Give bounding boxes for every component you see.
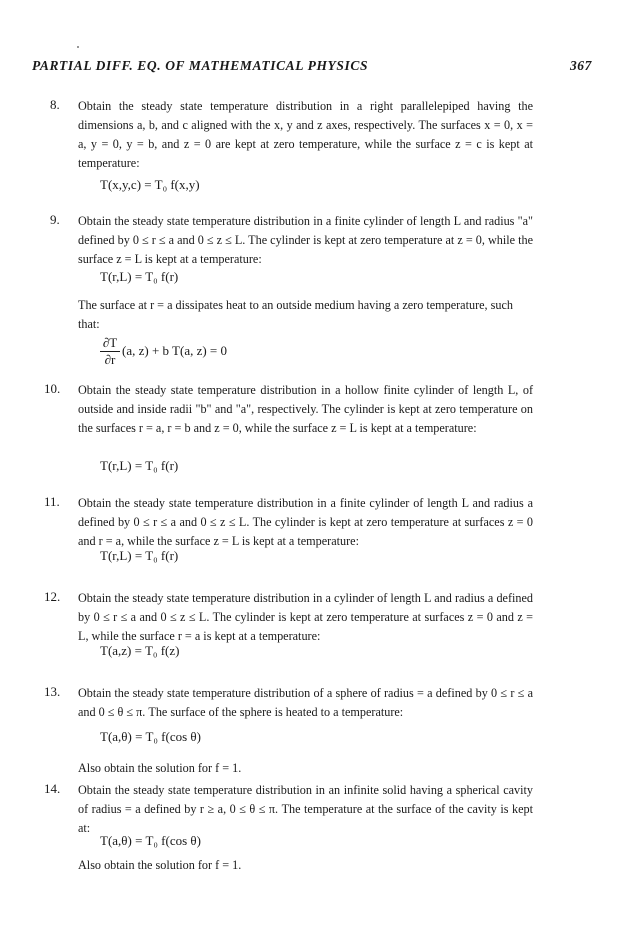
equation: T(r,L) = T₀ f(r) [100, 458, 179, 473]
equation: T(a,z) = T₀ f(z) [100, 643, 180, 658]
fraction-denominator: ∂r [104, 352, 116, 367]
partial-derivative-fraction [100, 336, 120, 367]
fraction-numerator: ∂T [102, 335, 118, 350]
scan-speck [77, 46, 79, 48]
problem-number: 12. [44, 589, 61, 604]
problem-number: 10. [44, 381, 61, 396]
equation: T(r,L) = T₀ f(r) [100, 548, 179, 563]
problem-number: 9. [50, 212, 60, 227]
problem-text: Obtain the steady state temperature distribution in a hollow finite cylinder of length L, of outside and inside radii "b" and "a", respectively. The cylinder is kept at zero temperature on the surfaces r = a, r = b and z = 0, while the surface z = L is kept at a temperature: [78, 383, 533, 435]
equation: T(r,L) = T₀ f(r) [100, 269, 179, 284]
problem-text: Obtain the steady state temperature distribution in a cylinder of length L and radius a defined by 0 ≤ r ≤ a and 0 ≤ z ≤ L. The cylinder is kept at zero temperature at surfaces z = 0 and z = L, while the surface r = a is kept at a temperature: [78, 591, 533, 643]
header-title: PARTIAL DIFF. EQ. OF MATHEMATICAL PHYSICS [32, 58, 369, 73]
equation: T(x,y,c) = T₀ f(x,y) [100, 177, 200, 192]
problem-text: Obtain the steady state temperature distribution in a finite cylinder of length L and radius a defined by 0 ≤ r ≤ a and 0 ≤ z ≤ L. The cylinder is kept at zero temperature at surfaces z = 0 and r = a, while the surface z = L is kept at a temperature: [78, 496, 533, 548]
equation: T(a,θ) = T₀ f(cos θ) [100, 833, 201, 848]
problem-number: 11. [44, 494, 60, 509]
problem-text: Obtain the steady state temperature distribution in an infinite solid having a spherical cavity of radius = a defined by r ≥ a, 0 ≤ θ ≤ π. The temperature at the surface of the cavity is kept at: [78, 783, 533, 835]
problem-text: Obtain the steady state temperature distribution of a sphere of radius = a defined by 0 ≤ r ≤ a and 0 ≤ θ ≤ π. The surface of the sphere is heated to a temperature: [78, 686, 533, 719]
problem-text-continued: Also obtain the solution for f = 1. [78, 761, 242, 775]
problem-text-continued: Also obtain the solution for f = 1. [78, 858, 242, 872]
problem-text: Obtain the steady state temperature distribution in a right parallelepiped having the dimensions a, b, and c aligned with the x, y and z axes, respectively. The surfaces x = 0, x = a, y = 0, y = b, and z = 0 are kept at zero temperature, while the surface z = c is kept at temperature: [78, 99, 533, 170]
problem-number: 13. [44, 684, 61, 699]
problem-text-continued: The surface at r = a dissipates heat to an outside medium having a zero temperature, such that: [78, 298, 513, 331]
problem-text: Obtain the steady state temperature distribution in a finite cylinder of length L and radius "a" defined by 0 ≤ r ≤ a and 0 ≤ z ≤ L. The cylinder is kept at zero temperature at z = 0, while the surface z = L is kept at a temperature: [78, 214, 533, 266]
boundary-condition: (a, z) + b T(a, z) = 0 [122, 343, 228, 358]
page-number: 367 [569, 58, 592, 73]
running-header [32, 58, 592, 78]
equation: T(a,θ) = T₀ f(cos θ) [100, 729, 201, 744]
problem-number: 8. [50, 97, 60, 112]
problem-number: 14. [44, 781, 61, 796]
